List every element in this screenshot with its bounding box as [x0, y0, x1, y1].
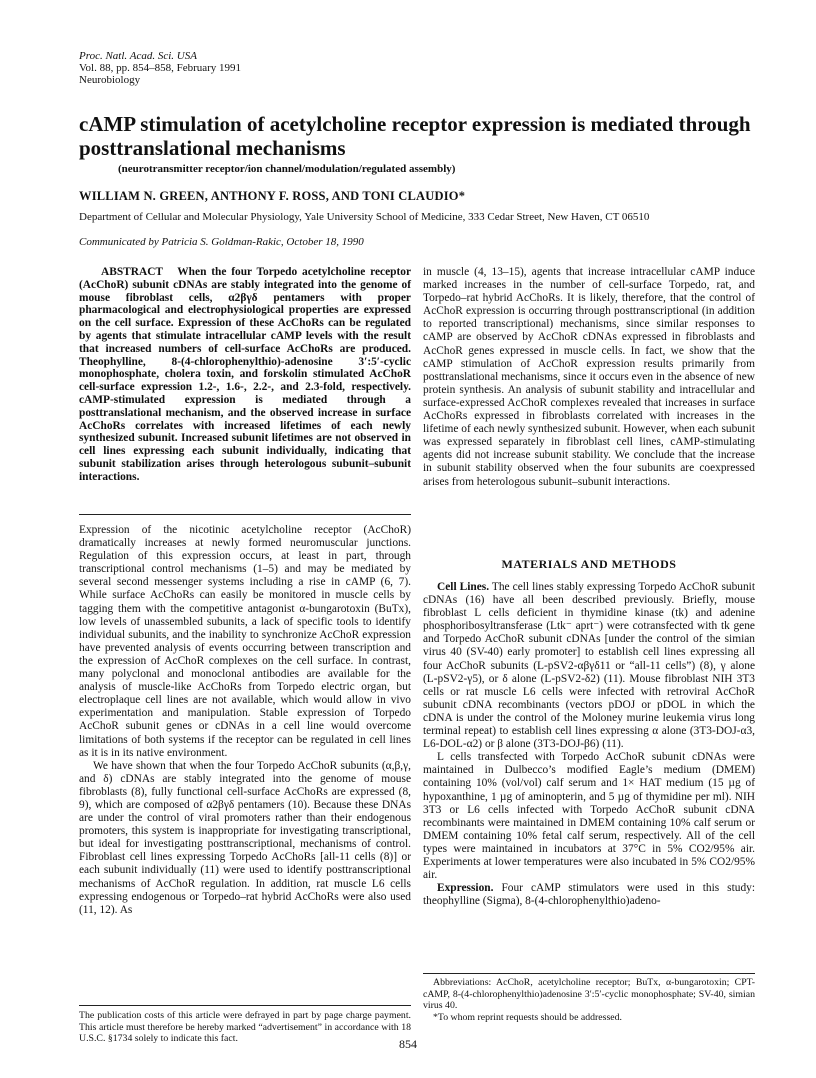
intro-paragraph-continued: in muscle (4, 13–15), agents that increase intracellular cAMP induce marked increases in the number of cell-surface Torpedo, rat, and Torpedo–rat hybrid AcChoRs. It is likely, therefore, that the control of AcChoR expression is occurring through posttranscriptional (in addition to reported transcriptional) mechanisms, since similar responses to cAMP are observed by AcChoR cDNAs expressed in fibroblasts and AcChoR genes expressed in muscle cells. In fact, we show that the cAMP stimulation of AcChoR expression results primarily from posttranslational mechanisms, since it occurs even in the absence of new protein synthesis. An analysis of subunit stability and intracellular and surface-expressed AcChoR complexes revealed that increases in surface AcChoRs expressed in fibroblasts correlated with increases in the lifetime of each newly synthesized subunit. However, when each subunit was expressed separately in fibroblast cell lines, cAMP-stimulating agents did not increase subunit stability. We conclude that the increase in subunit stability observed when the four subunits are coexpressed arises from heterologous subunit–subunit interactions.	[423, 266, 755, 488]
methods-heading: MATERIALS AND METHODS	[501, 557, 677, 571]
publication-cost-note: The publication costs of this article were defrayed in part by page charge payment. This article must therefore be hereby marked “advertisement” in accordance with 18 U.S.C. §1734 solely to indicate this fact.	[79, 1010, 411, 1044]
volume-info: Vol. 88, pp. 854–858, February 1991	[79, 62, 242, 74]
reprint-note: *To whom reprint requests should be addressed.	[433, 1011, 622, 1023]
culture-paragraph: L cells transfected with Torpedo AcChoR subunit cDNAs were maintained in Dulbecco’s modified Eagle’s medium (DMEM) containing 10% (vol/vol) calf serum and 1× HAT medium (15 µg of hypoxanthine, 1 µg of aminopterin, and 5 µg of thymidine per ml). NIH 3T3 or L6 cells infected with Torpedo AcChoR subunit cDNA recombinants were maintained in DMEM containing 10% calf serum or DMEM containing 10% fetal calf serum, respectively. All of the cell types were maintained in incubators at 37°C in 5% CO2/95% air. Experiments at lower temperatures were also incubated in 5% CO2/95% air.	[423, 751, 755, 882]
abstract	[79, 266, 411, 484]
page-number: 854	[399, 1037, 417, 1051]
footnotes-right	[423, 977, 755, 1023]
journal-header	[79, 50, 241, 86]
methods-column	[423, 581, 755, 908]
expression-paragraph	[423, 882, 755, 908]
keywords: (neurotransmitter receptor/ion channel/modulation/regulated assembly)	[118, 163, 456, 175]
communicated-by: Communicated by Patricia S. Goldman-Rakic, October 18, 1990	[79, 236, 364, 248]
cell-lines-text: The cell lines stably expressing Torpedo AcChoR subunit cDNAs (16) have all been described previously. Briefly, mouse fibroblast L cells deficient in thymidine kinase (tk) and adenine phosphoribosyltransferase (Ltk⁻ aprt⁻) were cotransfected with tk gene and Torpedo AcChoR subunit cDNAs [under the control of the simian virus 40 (SV-40) early promoter] to establish cell lines expressing all four AcChoR subunits (L-pSV2-αβγδ11 or “all-11 cells”) (8), γ alone (L-pSV2-γ5), or δ alone (L-pSV2-δ2) (11). Mouse fibroblast NIH 3T3 cells or rat muscle L6 cells were infected with retroviral AcChoR subunit cDNA recombinants (vectors pDOJ or pDOL in which the cDNA is under the control of the Moloney murine leukemia virus long terminal repeat) to establish cell lines expressing α alone (3T3-DOJ-α3, L6-DOL-α2) or β alone (3T3-DOJ-β6) (11).	[423, 581, 755, 751]
expression-text: Four cAMP stimulators were used in this study: theophylline (Sigma), 8-(4-chlorophenylthio)adeno-	[423, 882, 755, 908]
abstract-divider	[79, 514, 411, 515]
intro-left-column	[79, 524, 411, 917]
journal-name: Proc. Natl. Acad. Sci. USA	[79, 50, 197, 62]
cell-lines-paragraph	[423, 581, 755, 751]
abstract-text: When the four Torpedo acetylcholine receptor (AcChoR) subunit cDNAs are stably integrated into the genome of mouse fibroblast cells, α2βγδ pentamers with proper pharmacological and electrophysiological properties are expressed on the cell surface. Expression of these AcChoRs can be regulated by agents that stimulate intracellular cAMP levels with the result that increased numbers of cell-surface AcChoRs are produced. Theophylline, 8-(4-chlorophenylthio)-adenosine 3′:5′-cyclic monophosphate, cholera toxin, and forskolin stimulated AcChoR cell-surface expression 1.2-, 1.6-, 2.2-, and 2.3-fold, respectively. cAMP-stimulated expression is mediated through a posttranslational mechanism, and the observed increase in surface AcChoRs correlates with increased lifetimes of each newly synthesized subunit. Increased subunit lifetimes are not observed in cell lines expressing each subunit individually, indicating that subunit stabilization arises through heterologous subunit–subunit interactions.	[79, 266, 412, 483]
abbreviations-note: Abbreviations: AcChoR, acetylcholine receptor; BuTx, α-bungarotoxin; CPT-cAMP, 8-(4-chlorophenylthio)adenosine 3′:5′-cyclic monophosphate; SV-40, simian virus 40.	[423, 977, 755, 1011]
authors: WILLIAM N. GREEN, ANTHONY F. ROSS, AND TONI CLAUDIO*	[79, 189, 466, 203]
footnote-divider-left	[79, 1005, 411, 1006]
cell-lines-heading: Cell Lines.	[437, 581, 490, 593]
expression-heading: Expression.	[437, 882, 494, 895]
abstract-label: ABSTRACT	[101, 266, 164, 278]
affiliation: Department of Cellular and Molecular Physiology, Yale University School of Medicine, 333 Cedar Street, New Haven, CT 06510	[79, 211, 650, 223]
section-name: Neurobiology	[79, 74, 141, 86]
intro-right-column	[423, 266, 755, 489]
intro-paragraph-2: We have shown that when the four Torpedo AcChoR subunits (α,β,γ, and δ) cDNAs are stably integrated into the genome of mouse fibroblasts (8), fully functional cell-surface AcChoRs are expressed (8, 9), which are composed of α2βγδ pentamers (10). Because these DNAs are under the control of viral promoters rather than their endogenous promoters, this system is inappropriate for investigating transcriptional, but ideal for investigating posttranscriptional, mechanisms of control. Fibroblast cell lines expressing Torpedo AcChoRs [all-11 cells (8)] or each subunit individually (11) were used to identify posttranscriptional mechanisms of AcChoR regulation. In addition, rat muscle L6 cells expressing endogenous or Torpedo–rat hybrid AcChoRs were also used (11, 12). As	[79, 759, 411, 916]
footnote-divider-right	[423, 973, 755, 974]
intro-paragraph-1: Expression of the nicotinic acetylcholine receptor (AcChoR) dramatically increases at newly formed neuromuscular junctions. Regulation of this expression occurs, at least in part, through transcriptional control mechanisms (1–5) and may be mediated by several second messenger systems including a rise in cAMP (6, 7). While surface AcChoRs can easily be monitored in muscle cells by tagging them with the competitive antagonist α-bungarotoxin (BuTx), low levels of unassembled subunits, a lack of specific tools to identify individual subunits, and the inability to synchronize AcChoR expression have prevented analysis of events occurring between transcription and the expression of AcChoR complexes on the cell surface. In contrast, many polyclonal and monoclonal antibodies are available for the analysis of muscle-like AcChoRs from Torpedo electric organ, but electroplaque cell lines are not available, which would allow in vivo experimentation and manipulation. Stable expression of Torpedo AcChoR subunit genes or cDNAs in a cell line would overcome limitations of both systems if the receptor can be regulated in cell lines as it is in its native environment.	[79, 524, 411, 759]
article-title: cAMP stimulation of acetylcholine receptor expression is mediated through posttranslational mechanisms	[79, 112, 751, 160]
